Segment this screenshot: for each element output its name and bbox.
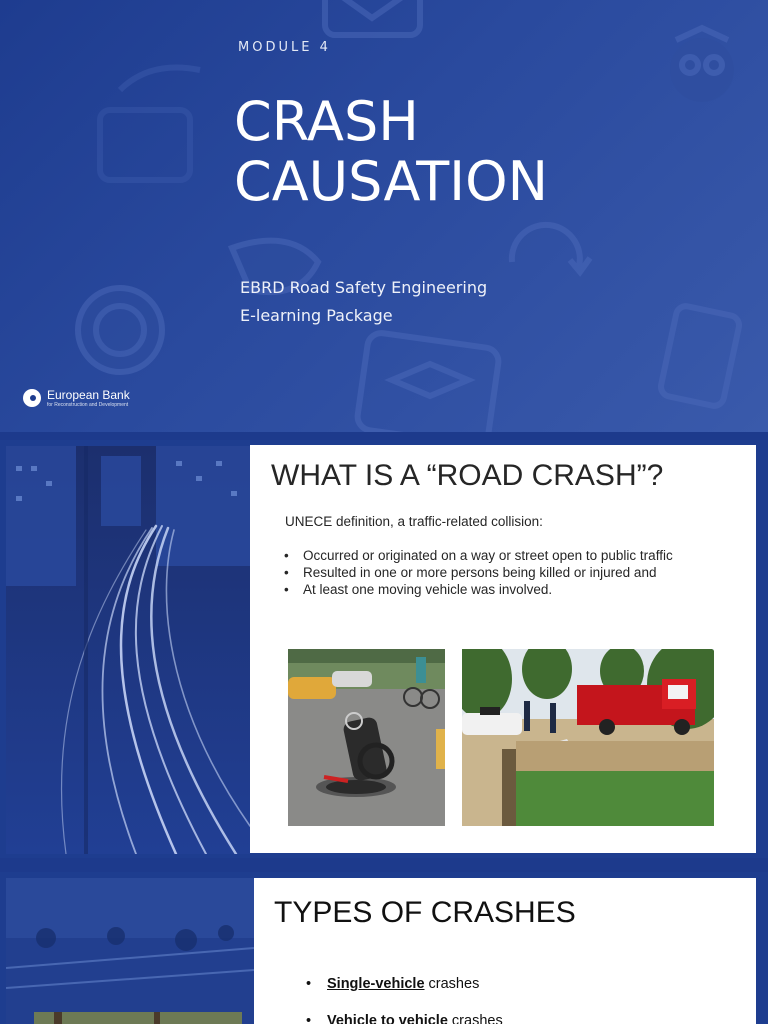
road-crash-slide — [0, 440, 768, 858]
motorbike-crash-photo — [288, 649, 445, 826]
definition-text: UNECE definition, a traffic-related collision: — [285, 514, 543, 529]
page-title — [234, 92, 548, 212]
title-line-1: CRASH — [234, 90, 419, 153]
subtitle-line-1: EBRD Road Safety Engineering — [240, 278, 488, 297]
content-panel — [254, 878, 756, 1024]
subtitle — [240, 274, 487, 330]
slide-heading: TYPES OF CRASHES — [274, 896, 576, 929]
types-of-crashes-slide — [0, 872, 768, 1024]
module-label: MODULE 4 — [238, 40, 331, 55]
ebrd-logo — [22, 388, 130, 408]
background-icons — [0, 0, 768, 432]
title-slide — [0, 0, 768, 432]
logo-subtitle: for Reconstruction and Development — [47, 401, 129, 408]
list-item: • Vehicle to vehicle crashes — [306, 1013, 503, 1024]
content-panel — [250, 445, 756, 853]
fire-truck-crash-photo — [462, 649, 714, 826]
email-icon — [325, 0, 420, 35]
subtitle-line-2: E-learning Package — [240, 306, 393, 325]
title-line-2: CAUSATION — [234, 150, 549, 213]
definition-bullets — [284, 547, 684, 598]
list-item: • Resulted in one or more persons being killed or injured and — [284, 564, 684, 581]
ebrd-logo-icon — [22, 388, 42, 408]
single-vehicle-term: Single-vehicle — [327, 976, 425, 992]
trees-photo — [34, 1012, 242, 1024]
vehicle-to-vehicle-term: Vehicle to vehicle — [327, 1013, 448, 1024]
crash-types-list — [306, 976, 503, 1024]
slide-heading: WHAT IS A “ROAD CRASH”? — [271, 459, 664, 492]
list-item: • Single-vehicle crashes — [306, 976, 503, 992]
mobile-phone-icon — [659, 304, 741, 407]
list-item: • At least one moving vehicle was involved. — [284, 581, 684, 598]
graduation-cap-icon — [356, 331, 500, 432]
highway-light-trails-photo — [6, 446, 250, 854]
street-scene-photo — [6, 878, 254, 1024]
logo-name: European Bank — [47, 387, 130, 402]
coin-icon — [78, 288, 162, 372]
refresh-icon — [512, 225, 590, 272]
owl-icon — [670, 28, 734, 102]
list-item: • Occurred or originated on a way or street open to public traffic — [284, 547, 684, 564]
